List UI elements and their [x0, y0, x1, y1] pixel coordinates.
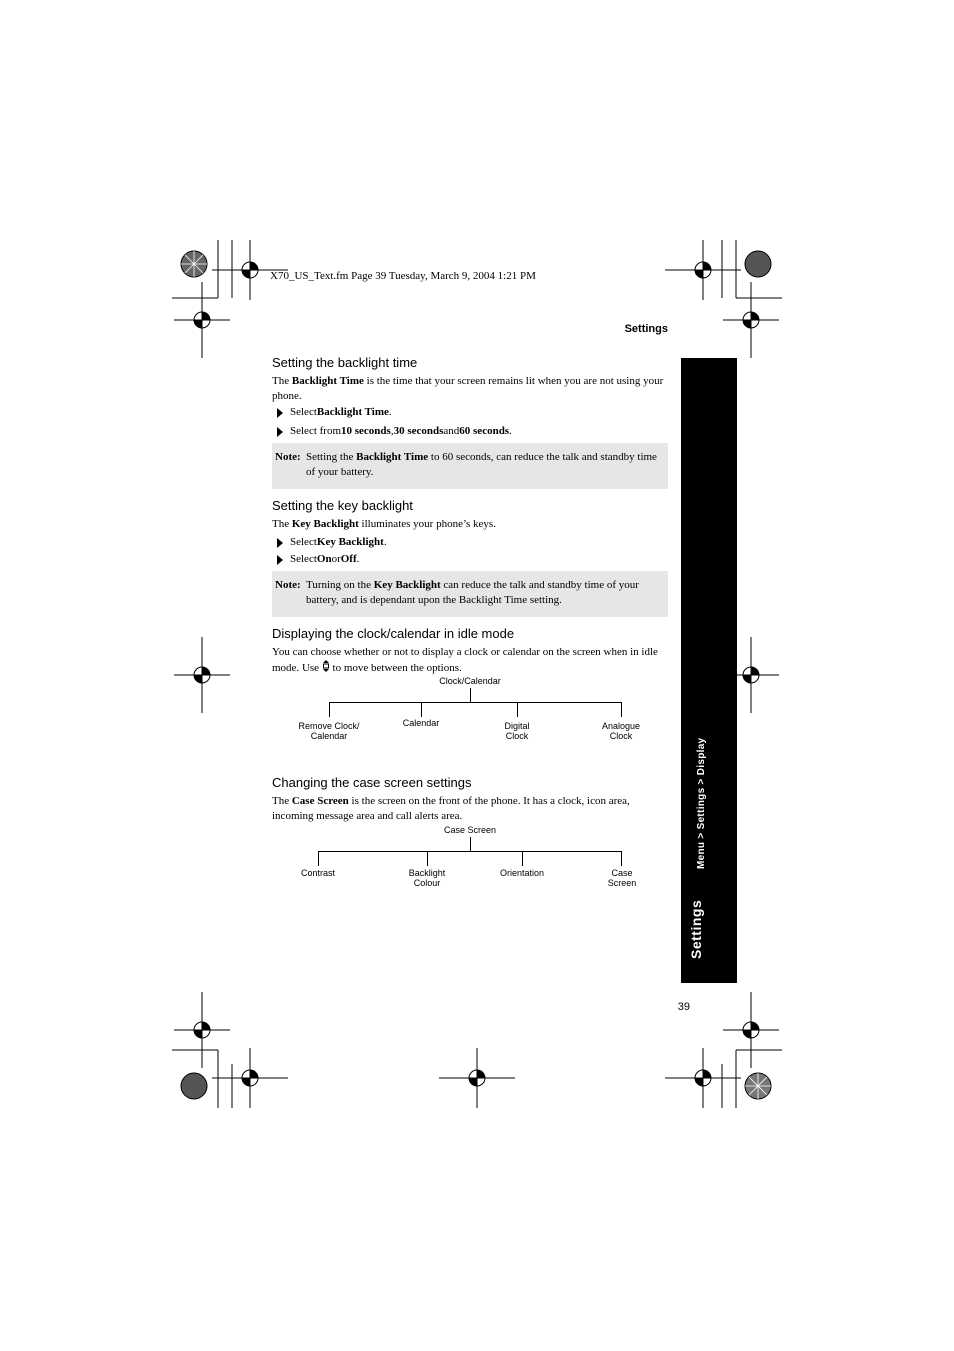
diagram-node-remove-clock: Remove Clock/ Calendar — [298, 721, 360, 741]
note-label: Note: — [275, 451, 301, 463]
diagram-connector — [470, 837, 471, 851]
bullet-arrow-icon — [277, 538, 283, 548]
diagram-connector — [517, 702, 518, 717]
key-backlight-description: The Key Backlight illuminates your phone’s keys. — [272, 518, 496, 530]
diagram-node-orientation: Orientation — [499, 868, 545, 878]
note-backlight-time — [272, 443, 668, 489]
section-title-key-backlight: Setting the key backlight — [272, 498, 413, 513]
note-key-backlight — [272, 571, 668, 617]
note-text: Turning on the Key Backlight can reduce the talk and standby time of your battery, and is dependant upon the Backlight Time setting. — [306, 579, 639, 606]
section-title-case-screen: Changing the case screen settings — [272, 775, 472, 790]
bullet-arrow-icon — [277, 427, 283, 437]
diagram-node-analogue-clock: Analogue Clock — [601, 721, 641, 741]
side-tab-section: Settings — [688, 899, 704, 959]
section-title-clock-calendar: Displaying the clock/calendar in idle mode — [272, 626, 515, 641]
side-tab — [681, 358, 737, 983]
section-title-backlight-time: Setting the backlight time — [272, 355, 418, 370]
diagram-connector — [421, 702, 422, 717]
diagram-connector — [318, 851, 622, 852]
step-select-backlight-time: Select Backlight Time . — [272, 405, 392, 420]
running-header: Settings — [624, 323, 668, 335]
clock-description: You can choose whether or not to display a clock or calendar on the screen when in idle mode. Use to move between the options. — [272, 646, 658, 674]
diagram-node-digital-clock: Digital Clock — [504, 721, 530, 741]
note-label: Note: — [275, 579, 301, 591]
diagram-connector — [329, 702, 330, 717]
print-header: X70_US_Text.fm Page 39 Tuesday, March 9, 2004 1:21 PM — [270, 270, 536, 282]
diagram-node-case-screen: Case Screen — [607, 868, 637, 888]
diagram-connector — [318, 851, 319, 866]
diagram-root-clock-calendar: Clock/Calendar — [439, 676, 501, 686]
diagram-connector — [621, 702, 622, 717]
diagram-connector — [522, 851, 523, 866]
page-number: 39 — [677, 1001, 690, 1013]
note-text: Setting the Backlight Time to 60 seconds, can reduce the talk and standby time of your battery. — [306, 451, 657, 478]
diagram-connector — [427, 851, 428, 866]
step-select-on-off: Select On or Off . — [272, 552, 359, 567]
diagram-node-contrast: Contrast — [300, 868, 335, 878]
diagram-connector — [329, 702, 622, 703]
side-tab-breadcrumb: Menu > Settings > Display — [696, 737, 707, 869]
bullet-arrow-icon — [277, 408, 283, 418]
navigation-key-icon — [322, 660, 330, 672]
diagram-node-backlight-colour: Backlight Colour — [408, 868, 446, 888]
step-select-key-backlight: Select Key Backlight . — [272, 535, 387, 550]
backlight-time-description: The Backlight Time is the time that your screen remains lit when you are not using your phone. — [272, 375, 664, 402]
bullet-arrow-icon — [277, 555, 283, 565]
step-select-duration: Select from 10 seconds , 30 seconds and 60 seconds . — [272, 424, 512, 439]
diagram-connector — [470, 688, 471, 702]
diagram-node-calendar: Calendar — [402, 718, 440, 728]
case-screen-description: The Case Screen is the screen on the front of the phone. It has a clock, icon area, incoming message area and call alerts area. — [272, 795, 630, 822]
diagram-connector — [621, 851, 622, 866]
diagram-root-case-screen: Case Screen — [443, 825, 497, 835]
